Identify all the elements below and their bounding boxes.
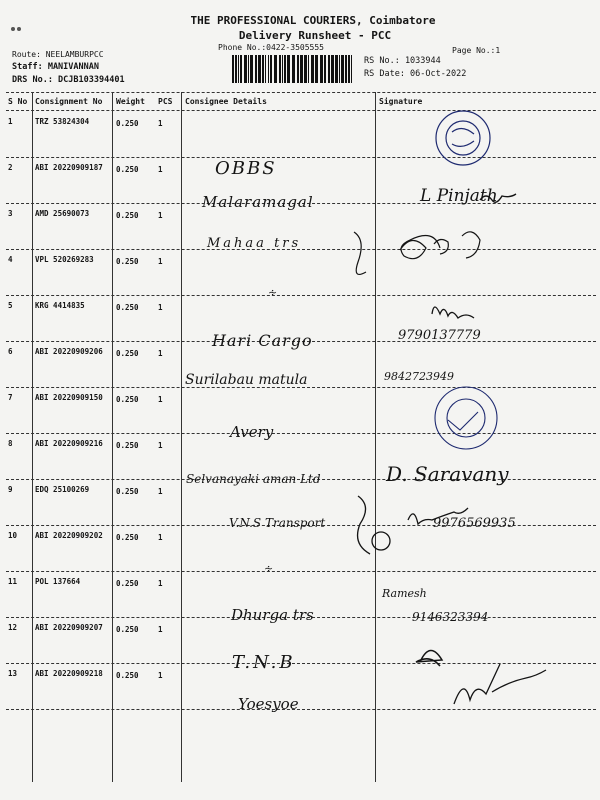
row-weight: 0.250: [116, 257, 139, 266]
handwritten-consignee: Mahaa trs: [207, 236, 302, 251]
row-separator: [6, 571, 596, 572]
barcode-bar: [274, 55, 277, 83]
barcode-bar: [279, 55, 281, 83]
handwritten-consignee: Avery: [230, 423, 274, 441]
barcode-bar: [345, 55, 347, 83]
table-top-rule: [6, 92, 596, 93]
barcode-bar: [244, 55, 247, 83]
row-separator: [6, 663, 596, 664]
row-weight: 0.250: [116, 165, 139, 174]
row-separator: [6, 295, 596, 296]
row-pcs: 1: [158, 119, 163, 128]
barcode-bar: [300, 55, 303, 83]
handwritten-signature: 9842723949: [384, 370, 454, 383]
col-header-consignment: Consignment No: [35, 97, 103, 106]
row-pcs: 1: [158, 579, 163, 588]
barcode-bar: [308, 55, 309, 83]
handwritten-signature: 9790137779: [398, 328, 481, 343]
row-sno: 11: [8, 577, 18, 586]
handwritten-signature: L Pinjath: [420, 186, 498, 206]
row-pcs: 1: [158, 671, 163, 680]
row-weight: 0.250: [116, 349, 139, 358]
row-consignment: ABI 20220909216: [35, 439, 103, 448]
row-consignment: KRG 4414835: [35, 301, 85, 310]
barcode-bar: [262, 55, 264, 83]
handwritten-mark: ∻: [268, 286, 278, 299]
row-pcs: 1: [158, 625, 163, 634]
col-divider: [112, 92, 113, 782]
row-consignment: ABI 20220909206: [35, 347, 103, 356]
row-consignment: ABI 20220909218: [35, 669, 103, 678]
handwritten-consignee: V.N.S Transport: [229, 516, 326, 530]
barcode-bar: [265, 55, 266, 83]
row-sno: 12: [8, 623, 18, 632]
handwritten-consignee: Surilabau matula: [185, 372, 308, 388]
row-pcs: 1: [158, 349, 163, 358]
row-weight: 0.250: [116, 671, 139, 680]
row-consignment: AMD 25690073: [35, 209, 90, 218]
col-header-signature: Signature: [379, 97, 423, 106]
row-weight: 0.250: [116, 395, 139, 404]
row-sno: 7: [8, 393, 13, 402]
row-pcs: 1: [158, 487, 163, 496]
barcode: [232, 55, 356, 83]
barcode-bar: [287, 55, 290, 83]
drs-number: DRS No.: DCJB103394401: [12, 75, 125, 85]
barcode-bar: [341, 55, 344, 83]
barcode-bar: [238, 55, 239, 83]
row-weight: 0.250: [116, 211, 139, 220]
barcode-bar: [270, 55, 272, 83]
row-consignment: ABI 20220909202: [35, 531, 103, 540]
col-header-pcs: PCS: [158, 97, 173, 106]
row-consignment: ABI 20220909187: [35, 163, 103, 172]
barcode-bar: [235, 55, 237, 83]
barcode-bar: [304, 55, 307, 83]
col-header-consignee: Consignee Details: [185, 97, 267, 106]
row-sno: 8: [8, 439, 13, 448]
row-pcs: 1: [158, 165, 163, 174]
barcode-bar: [240, 55, 242, 83]
row-weight: 0.250: [116, 579, 139, 588]
row-consignment: EDQ 25100269: [35, 485, 90, 494]
row-sno: 6: [8, 347, 13, 356]
row-weight: 0.250: [116, 303, 139, 312]
runsheet-subtitle: Delivery Runsheet - PCC: [238, 29, 392, 42]
row-pcs: 1: [158, 211, 163, 220]
barcode-bar: [315, 55, 318, 83]
handwritten-consignee: Dhurga trs: [231, 606, 314, 624]
punch-hole-marks: [10, 18, 20, 24]
rs-date: RS Date: 06-Oct-2022: [364, 69, 467, 79]
handwritten-consignee: Yoesyoe: [238, 695, 299, 713]
row-separator: [6, 433, 596, 434]
barcode-bar: [284, 55, 286, 83]
barcode-bar: [268, 55, 269, 83]
barcode-bar: [328, 55, 330, 83]
col-divider: [375, 92, 376, 782]
row-weight: 0.250: [116, 625, 139, 634]
barcode-bar: [292, 55, 295, 83]
barcode-bar: [297, 55, 299, 83]
barcode-bar: [250, 55, 253, 83]
handwritten-mark: ∻: [264, 562, 274, 575]
staff-label: Staff: MANIVANNAN: [12, 62, 99, 72]
barcode-bar: [311, 55, 314, 83]
header-bottom-rule: [6, 110, 596, 111]
barcode-bar: [232, 55, 234, 83]
row-weight: 0.250: [116, 119, 139, 128]
row-pcs: 1: [158, 303, 163, 312]
handwritten-signature: Ramesh: [382, 587, 427, 600]
handwritten-signature: 9976569935: [433, 516, 516, 531]
company-title: THE PROFESSIONAL COURIERS, Coimbatore: [190, 14, 436, 27]
barcode-bar: [255, 55, 257, 83]
barcode-bar: [351, 55, 352, 83]
row-consignment: VPL 520269283: [35, 255, 94, 264]
row-consignment: POL 137664: [35, 577, 81, 586]
handwritten-consignee: OBBS: [215, 158, 277, 179]
row-pcs: 1: [158, 441, 163, 450]
row-separator: [6, 709, 596, 710]
route-label: Route: NEELAMBURPCC: [12, 50, 104, 59]
col-divider: [32, 92, 33, 782]
row-sno: 3: [8, 209, 13, 218]
row-weight: 0.250: [116, 487, 139, 496]
row-separator: [6, 157, 596, 158]
row-pcs: 1: [158, 257, 163, 266]
row-sno: 1: [8, 117, 13, 126]
handwritten-signature: D. Saravany: [386, 462, 509, 486]
page-number: Page No.:1: [452, 46, 501, 55]
handwritten-consignee: Hari Cargo: [212, 331, 313, 350]
barcode-bar: [248, 55, 249, 83]
row-sno: 2: [8, 163, 13, 172]
handwritten-signature: 9146323394: [412, 610, 489, 624]
row-consignment: ABI 20220909207: [35, 623, 103, 632]
row-sno: 13: [8, 669, 18, 678]
barcode-bar: [320, 55, 323, 83]
row-weight: 0.250: [116, 441, 139, 450]
barcode-bar: [324, 55, 326, 83]
barcode-bar: [348, 55, 350, 83]
handwritten-consignee: Selvanayaki aman Ltd: [186, 472, 321, 486]
row-sno: 9: [8, 485, 13, 494]
col-divider: [181, 92, 182, 782]
phone-number: Phone No.:0422-3505555: [218, 43, 324, 52]
row-sno: 4: [8, 255, 13, 264]
rs-number: RS No.: 1033944: [364, 56, 441, 66]
handwritten-consignee: T.N.B: [232, 652, 296, 673]
barcode-bar: [335, 55, 338, 83]
col-header-weight: Weight: [116, 97, 145, 106]
row-sno: 5: [8, 301, 13, 310]
col-header-sno: S No: [8, 97, 28, 106]
row-pcs: 1: [158, 533, 163, 542]
row-weight: 0.250: [116, 533, 139, 542]
row-consignment: ABI 20220909150: [35, 393, 103, 402]
row-pcs: 1: [158, 395, 163, 404]
row-sno: 10: [8, 531, 18, 540]
handwritten-consignee: Malaramagal: [202, 193, 314, 211]
barcode-bar: [282, 55, 283, 83]
barcode-bar: [339, 55, 340, 83]
row-consignment: TRZ 53824304: [35, 117, 90, 126]
barcode-bar: [258, 55, 261, 83]
barcode-bar: [331, 55, 334, 83]
company-stamp: [435, 387, 497, 449]
